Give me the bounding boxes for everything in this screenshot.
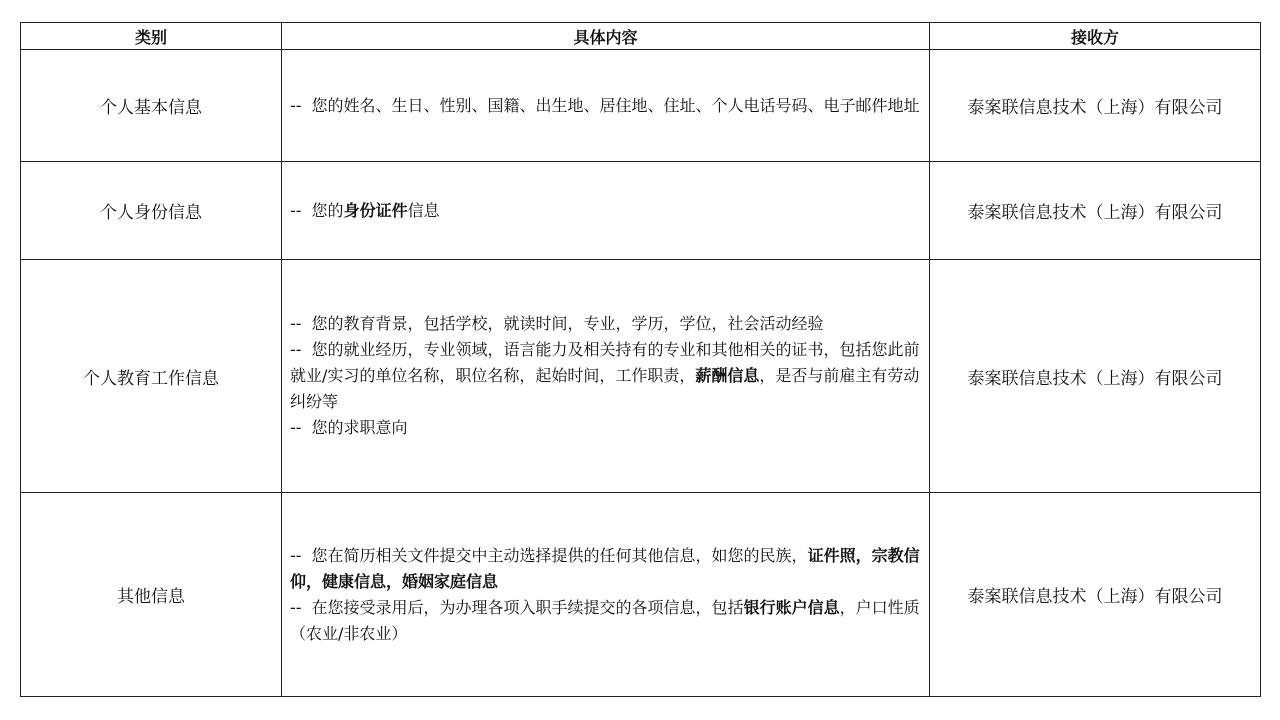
row-recipient: 泰案联信息技术（上海）有限公司 [930, 162, 1261, 260]
dash-marker: -- [290, 314, 302, 333]
row-recipient: 泰案联信息技术（上海）有限公司 [930, 260, 1261, 493]
content-bold-text: 银行账户信息 [743, 597, 840, 617]
row-recipient: 泰案联信息技术（上海）有限公司 [930, 50, 1261, 162]
row-category: 个人教育工作信息 [21, 260, 282, 493]
content-text: 您的教育背景，包括学校，就读时间，专业，学历，学位，社会活动经验 [311, 314, 824, 333]
content-line [290, 337, 921, 415]
row-content [282, 260, 930, 493]
dash-marker: -- [290, 418, 302, 437]
content-text: 信息 [407, 200, 440, 220]
header-recipient: 接收方 [930, 23, 1261, 50]
content-text: 在您接受录用后，为办理各项入职手续提交的各项信息，包括 [311, 597, 744, 617]
content-text: 您的求职意向 [311, 418, 408, 437]
content-bold-text: 身份证件 [343, 200, 408, 220]
content-line [290, 198, 921, 224]
dash-marker: -- [290, 340, 302, 359]
content-text: 您的 [311, 200, 344, 220]
header-content: 具体内容 [282, 23, 930, 50]
table-row [21, 162, 1261, 260]
row-content [282, 50, 930, 162]
dash-marker: -- [290, 200, 302, 220]
content-text: ，户口性质（农业/非农业） [290, 597, 920, 643]
content-text: 您的就业经历，专业领域，语言能力及相关持有的专业和其他相关的证书，包括您此前就业/实习的单位名称，职位名称，起始时间，工作职责， [290, 340, 920, 385]
content-line [290, 543, 921, 595]
content-text: 您的姓名、生日、性别、国籍、出生地、居住地、住址、个人电话号码、电子邮件地址 [311, 95, 920, 115]
header-row [21, 23, 1261, 50]
row-category: 个人身份信息 [21, 162, 282, 260]
row-recipient: 泰案联信息技术（上海）有限公司 [930, 493, 1261, 697]
table-row [21, 493, 1261, 697]
content-line [290, 311, 921, 337]
personal-info-table [20, 22, 1261, 697]
content-text: 您在简历相关文件提交中主动选择提供的任何其他信息，如您的民族， [311, 545, 808, 565]
content-line [290, 595, 921, 647]
content-line [290, 415, 921, 441]
content-line [290, 93, 921, 119]
table-row [21, 50, 1261, 162]
header-category: 类别 [21, 23, 282, 50]
content-bold-text: 薪酬信息 [695, 366, 760, 385]
dash-marker: -- [290, 545, 302, 565]
dash-marker: -- [290, 597, 302, 617]
row-category: 个人基本信息 [21, 50, 282, 162]
table-row [21, 260, 1261, 493]
row-content [282, 162, 930, 260]
content-bold-text: 证件照，宗教信仰，健康信息，婚姻家庭信息 [290, 545, 920, 591]
content-text: ，是否与前雇主有劳动纠纷等 [290, 366, 920, 411]
row-category: 其他信息 [21, 493, 282, 697]
row-content [282, 493, 930, 697]
dash-marker: -- [290, 95, 302, 115]
